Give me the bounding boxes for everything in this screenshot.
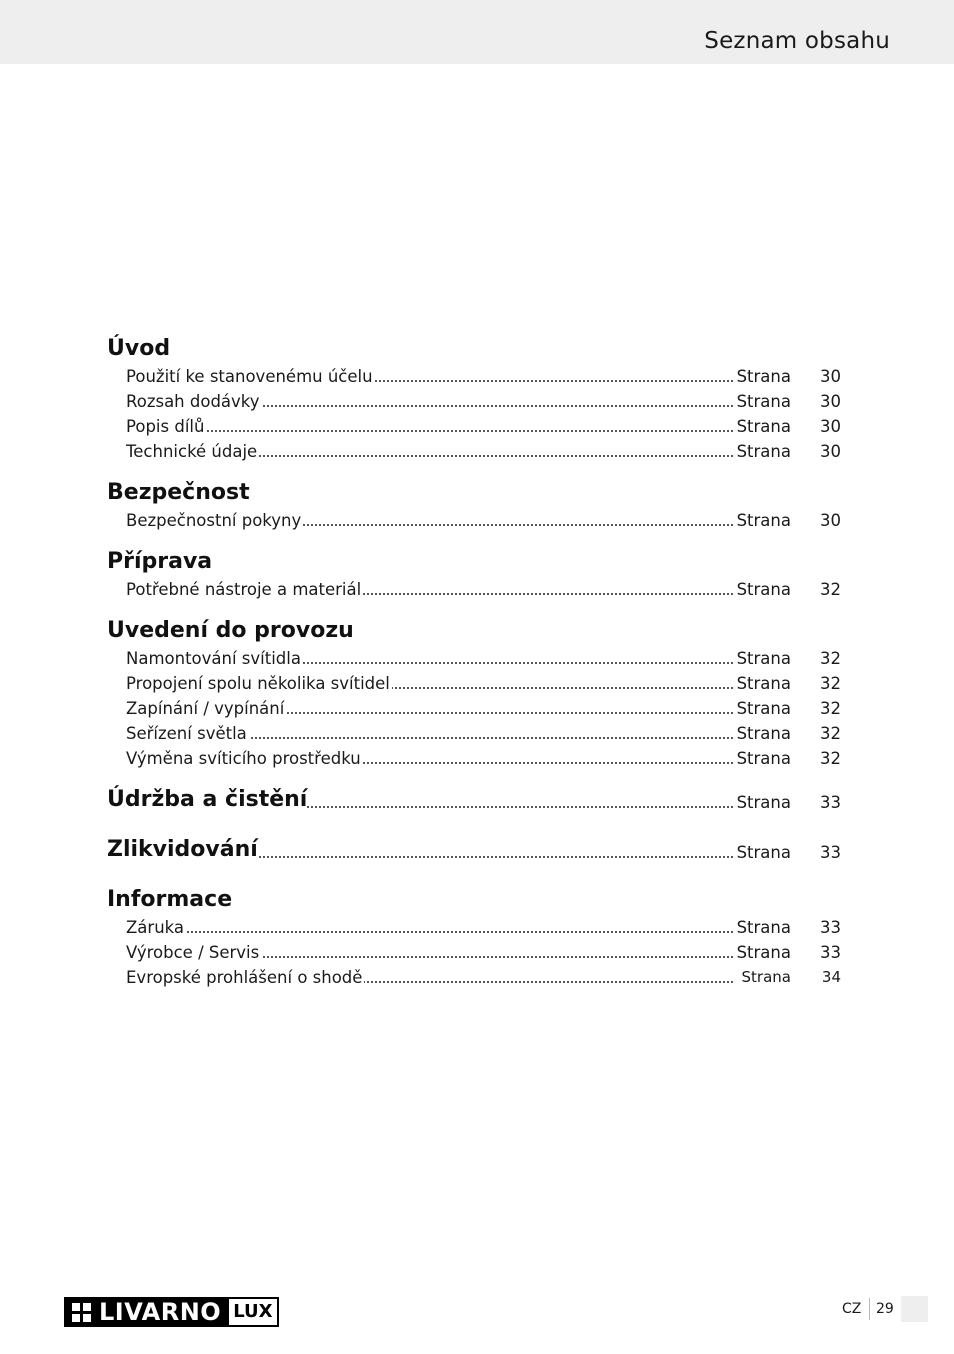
- toc-entry-label: Evropské prohlášení o shodě: [126, 968, 363, 987]
- strana-label: Strana: [736, 367, 791, 386]
- toc-entry[interactable]: [107, 414, 841, 439]
- logo-squares-icon: [72, 1303, 91, 1322]
- table-of-contents: [107, 334, 841, 1004]
- toc-entry-label: Bezpečnostní pokyny: [126, 511, 302, 530]
- toc-entry[interactable]: [107, 577, 841, 602]
- toc-entry[interactable]: [107, 721, 841, 746]
- toc-entry-page: 30: [820, 417, 841, 436]
- page-title: Seznam obsahu: [704, 28, 890, 54]
- toc-entry[interactable]: [107, 940, 841, 965]
- toc-entry-page: 34: [821, 968, 841, 986]
- strana-label: Strana: [736, 674, 791, 693]
- section-title: Zlikvidování: [107, 837, 258, 862]
- section-title: Informace: [107, 887, 233, 912]
- strana-label: Strana: [736, 724, 791, 743]
- toc-entry-page: 33: [820, 918, 841, 937]
- toc-entry-page: 30: [820, 511, 841, 530]
- logo-mark: [64, 1297, 227, 1327]
- toc-entry-label: Seřízení světla: [126, 724, 247, 743]
- toc-entry[interactable]: [107, 389, 841, 414]
- toc-section-uvod: [107, 334, 841, 464]
- toc-entry-label: Výměna svíticího prostředku: [126, 749, 361, 768]
- toc-section-zlikvidovani[interactable]: [107, 835, 841, 865]
- strana-label: Strana: [736, 442, 791, 461]
- strana-label: Strana: [736, 649, 791, 668]
- strana-label: Strana: [736, 943, 791, 962]
- footer-page-number: 29: [876, 1301, 894, 1317]
- toc-entry[interactable]: [107, 671, 841, 696]
- toc-entry-label: Namontování svítidla: [126, 649, 301, 668]
- toc-entry-page: 33: [820, 793, 841, 812]
- section-title: Uvedení do provozu: [107, 618, 354, 643]
- logo-word: LIVARNO: [99, 1298, 222, 1326]
- footer-tab-box: [901, 1296, 928, 1322]
- strana-label: Strana: [736, 580, 791, 599]
- toc-entry-label: Technické údaje: [126, 442, 258, 461]
- toc-section-uvedeni: [107, 616, 841, 771]
- toc-entry[interactable]: [107, 646, 841, 671]
- strana-label: Strana: [736, 749, 791, 768]
- toc-entry-label: Záruka: [126, 918, 185, 937]
- footer-language: CZ: [842, 1301, 862, 1317]
- toc-entry-page: 32: [820, 749, 841, 768]
- toc-entry[interactable]: [107, 364, 841, 389]
- strana-label: Strana: [736, 793, 791, 812]
- strana-label: Strana: [741, 968, 791, 986]
- strana-label: Strana: [736, 843, 791, 862]
- toc-section-informace: [107, 885, 841, 990]
- toc-entry-label: Propojení spolu několika svítidel: [126, 674, 390, 693]
- toc-entry[interactable]: [107, 696, 841, 721]
- toc-entry-page: 33: [820, 843, 841, 862]
- strana-label: Strana: [736, 392, 791, 411]
- brand-logo: [64, 1297, 279, 1327]
- toc-entry-page: 32: [820, 674, 841, 693]
- toc-entry[interactable]: [107, 915, 841, 940]
- toc-section-priprava: [107, 547, 841, 602]
- toc-entry-page: 32: [820, 724, 841, 743]
- section-title: Bezpečnost: [107, 480, 250, 505]
- toc-entry[interactable]: [107, 965, 841, 990]
- toc-entry-label: Použití ke stanovenému účelu: [126, 367, 373, 386]
- section-title: Úvod: [107, 336, 171, 361]
- toc-entry-label: Popis dílů: [126, 417, 205, 436]
- toc-entry-label: Zapínání / vypínání: [126, 699, 285, 718]
- logo-lux: LUX: [227, 1297, 278, 1327]
- toc-entry-page: 30: [820, 392, 841, 411]
- toc-entry-label: Výrobce / Servis: [126, 943, 260, 962]
- toc-entry-page: 32: [820, 580, 841, 599]
- toc-entry-page: 30: [820, 367, 841, 386]
- toc-entry-page: 33: [820, 943, 841, 962]
- toc-entry-page: 32: [820, 649, 841, 668]
- footer-divider: [869, 1298, 870, 1320]
- toc-entry-label: Rozsah dodávky: [126, 392, 260, 411]
- toc-entry-page: 32: [820, 699, 841, 718]
- toc-section-udrzba[interactable]: [107, 785, 841, 815]
- section-title: Údržba a čistění: [107, 787, 308, 812]
- toc-entry-label: Potřebné nástroje a materiál: [126, 580, 362, 599]
- toc-entry[interactable]: [107, 508, 841, 533]
- strana-label: Strana: [736, 511, 791, 530]
- toc-section-bezpecnost: [107, 478, 841, 533]
- toc-entry[interactable]: [107, 746, 841, 771]
- toc-entry[interactable]: [107, 439, 841, 464]
- strana-label: Strana: [736, 918, 791, 937]
- strana-label: Strana: [736, 699, 791, 718]
- strana-label: Strana: [736, 417, 791, 436]
- toc-entry-page: 30: [820, 442, 841, 461]
- section-title: Příprava: [107, 549, 213, 574]
